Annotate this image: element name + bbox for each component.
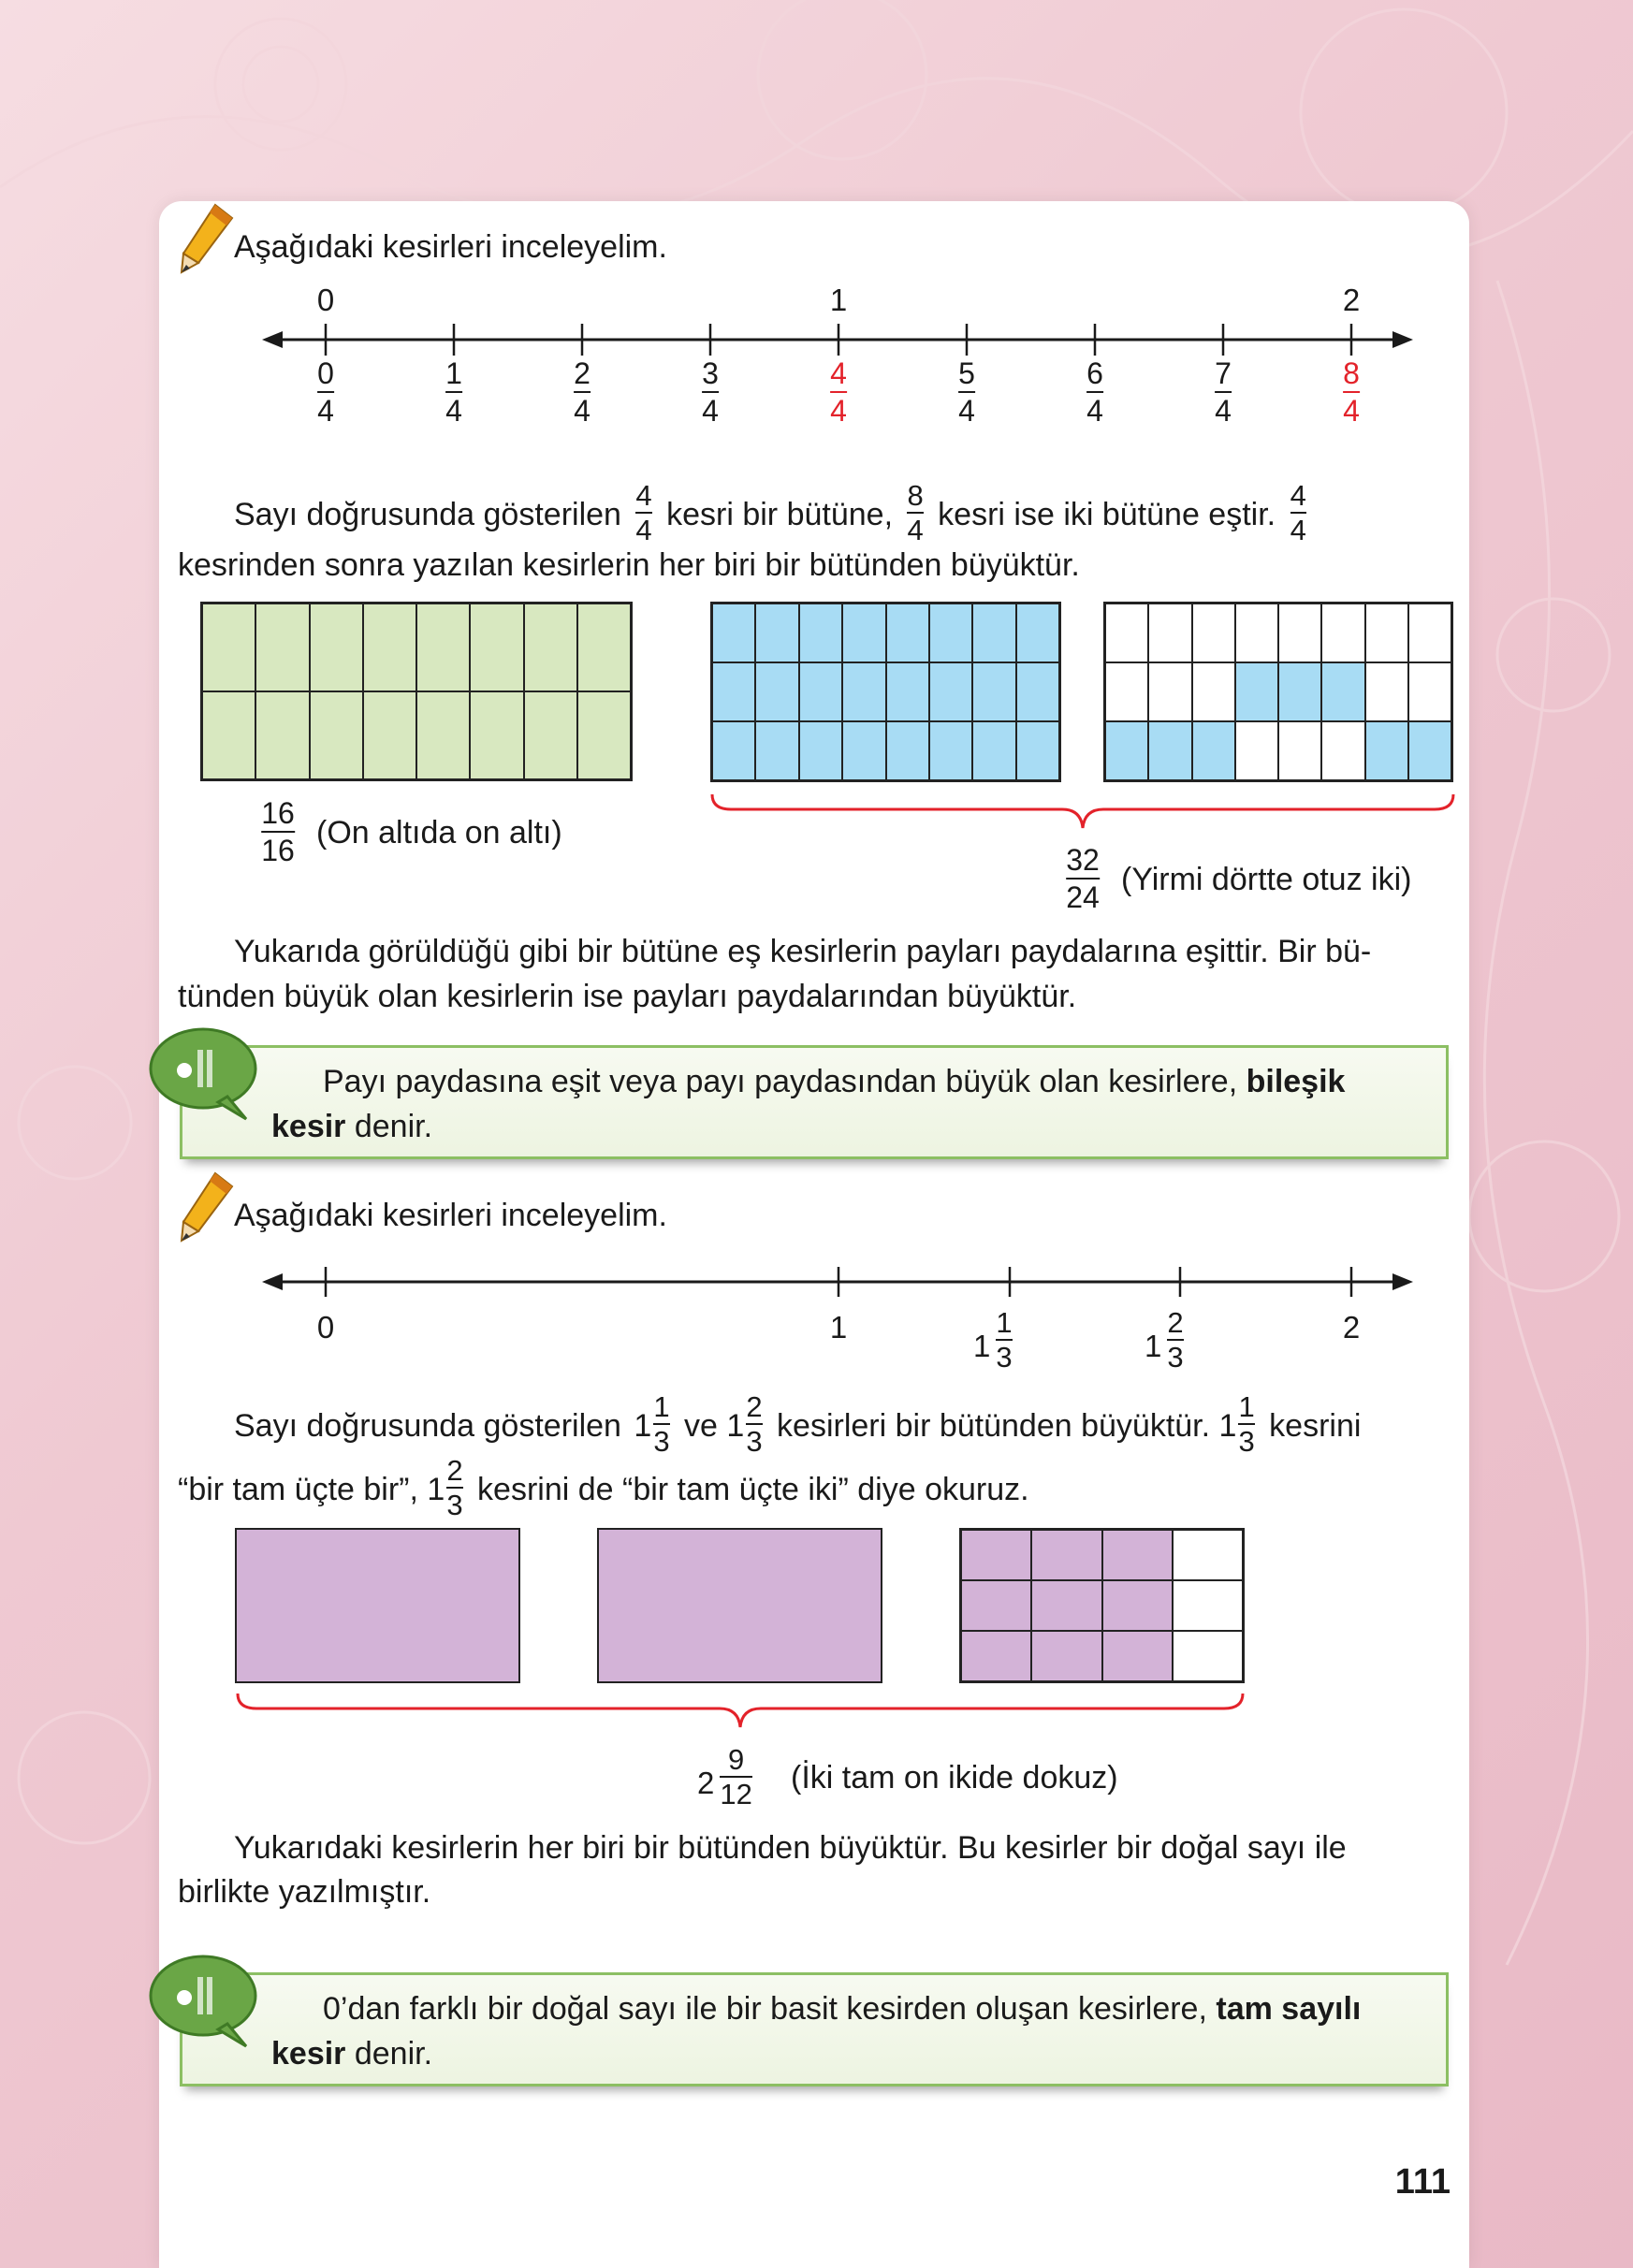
section2-paragraph1-line2: “bir tam üçte bir”, 1 $\frac{2}{3}$ kesrini de “bir tam üçte iki” diye okuruz. [178, 1454, 1029, 1521]
grid-cell [1102, 1530, 1173, 1580]
grid-cell [1408, 662, 1451, 721]
numberline2-label-2: 2 [1342, 1310, 1361, 1345]
purple-whole-2 [597, 1528, 882, 1683]
grid-cell [712, 721, 755, 780]
grid-cell [1148, 662, 1191, 721]
numberline-fraction: 1 4 [445, 356, 462, 428]
term-tam-sayili-kesir: tam sayılı kesir [271, 1991, 1362, 2072]
grid-cell [1105, 721, 1148, 780]
section2-paragraph2-line1: Yukarıdaki kesirlerin her biri bir bütünden büyüktür. Bu kesirler bir doğal sayı ile [234, 1830, 1347, 1866]
grid-cell [1278, 721, 1321, 780]
grid-cell [1105, 603, 1148, 662]
p1-text-d: kesrinden sonra yazılan kesirlerin her biri bir bütünden büyüktür. [178, 547, 1080, 583]
grid-cell [1321, 721, 1364, 780]
grid-cell [202, 691, 255, 779]
green-label: (On altıda on altı) [316, 815, 562, 850]
red-brace-2 [234, 1690, 1247, 1732]
fraction-4-4: $\frac{4}{4}$ [635, 479, 652, 546]
grid-cell [1365, 662, 1408, 721]
grid-cell [972, 662, 1015, 721]
section1-intro: Aşağıdaki kesirleri inceleyelim. [234, 229, 667, 265]
numberline-fraction: 7 4 [1215, 356, 1232, 428]
grid-cell [799, 721, 842, 780]
purple-grid-partial [959, 1528, 1245, 1683]
grid-cell [1235, 721, 1278, 780]
fraction-16-16: 16 16 [261, 796, 295, 867]
section2-paragraph1: Sayı doğrusunda gösterilen 1 $\frac{1}{3}$ ve 1 $\frac{2}{3}$ kesirleri bir bütünden büyüktür. 1 $\frac{1}{3}$ kesrini [234, 1390, 1362, 1458]
grid-cell [1016, 603, 1059, 662]
numberline-top-0: 0 [316, 283, 335, 317]
grid-cell [961, 1631, 1031, 1681]
term-bilesik-kesir: bileşik kesir [271, 1064, 1346, 1144]
numberline2-label-1: 1 [829, 1310, 848, 1345]
grid-cell [1321, 662, 1364, 721]
red-brace-1 [708, 791, 1457, 833]
definition-box-tam-sayili [180, 1972, 1449, 2086]
numberline-fraction: 5 4 [958, 356, 975, 428]
numberline-top-2: 2 [1342, 283, 1361, 317]
grid-cell [1321, 603, 1364, 662]
grid-cell [524, 603, 577, 691]
section1-paragraph2-line1: Yukarıda görüldüğü gibi bir bütüne eş kesirlerin payları paydalarına eşittir. Bir bü- [234, 934, 1372, 969]
grid-cell [255, 603, 309, 691]
pencil-icon [178, 201, 238, 276]
grid-cell [712, 603, 755, 662]
grid-cell [363, 603, 416, 691]
numberline2-label-0: 0 [316, 1310, 335, 1345]
grid-cell [929, 721, 972, 780]
numberline-fraction: 8 4 [1343, 356, 1360, 428]
grid-cell [255, 691, 309, 779]
green-whole-grid [200, 602, 633, 781]
grid-cell [972, 603, 1015, 662]
grid-cell [1235, 662, 1278, 721]
numberline2-mixed-1-2-3: 1 2 3 [1145, 1306, 1184, 1374]
grid-cell [1105, 662, 1148, 721]
section2-intro: Aşağıdaki kesirleri inceleyelim. [234, 1198, 667, 1233]
numberline-fraction: 4 4 [830, 356, 847, 428]
grid-cell [1148, 721, 1191, 780]
grid-cell [1365, 721, 1408, 780]
grid-cell [1365, 603, 1408, 662]
grid-cell [1173, 1580, 1243, 1631]
grid-cell [799, 662, 842, 721]
grid-cell [799, 603, 842, 662]
grid-cell [961, 1580, 1031, 1631]
grid-cell [1031, 1631, 1101, 1681]
numberline-fraction: 0 4 [317, 356, 334, 428]
grid-cell [470, 603, 523, 691]
fraction-32-24: 32 24 [1066, 843, 1100, 914]
grid-cell [712, 662, 755, 721]
grid-cell [1173, 1530, 1243, 1580]
section2-paragraph2-line2: birlikte yazılmıştır. [178, 1874, 431, 1910]
grid-cell [416, 691, 470, 779]
grid-cell [842, 662, 885, 721]
p1-text-c: kesri ise iki bütüne eştir. [938, 496, 1276, 532]
p1-text-a: Sayı doğrusunda gösterilen [234, 496, 621, 532]
grid-cell [1192, 662, 1235, 721]
grid-cell [416, 603, 470, 691]
grid-cell [1235, 603, 1278, 662]
grid-cell [577, 603, 631, 691]
grid-cell [1148, 603, 1191, 662]
grid-cell [1192, 721, 1235, 780]
section1-paragraph1 [234, 479, 1460, 548]
grid-cell [929, 662, 972, 721]
grid-cell [1192, 603, 1235, 662]
definition-text-tam-sayili: 0’dan farklı bir doğal sayı ile bir basit kesirden oluşan kesirlere, tam sayılı kesir denir. [271, 1991, 1362, 2072]
numberline-top-1: 1 [829, 283, 848, 317]
grid-cell [1016, 721, 1059, 780]
number-line-quarters [262, 318, 1413, 356]
blue-grid-full [710, 602, 1061, 782]
purple-whole-1 [235, 1528, 520, 1683]
page-number: 111 [1394, 2162, 1451, 2202]
grid-cell [755, 721, 798, 780]
grid-cell [1408, 721, 1451, 780]
grid-cell [1031, 1580, 1101, 1631]
grid-cell [1408, 603, 1451, 662]
grid-cell [842, 603, 885, 662]
grid-cell [310, 603, 363, 691]
grid-cell [1102, 1631, 1173, 1681]
numberline-fraction: 2 4 [574, 356, 591, 428]
definition-text-bilesik: Payı paydasına eşit veya payı paydasından büyük olan kesirlere, bileşik kesir denir. [271, 1064, 1346, 1144]
grid-cell [961, 1530, 1031, 1580]
grid-cell [470, 691, 523, 779]
grid-cell [842, 721, 885, 780]
grid-cell [524, 691, 577, 779]
numberline2-mixed-1-1-3: 1 1 3 [973, 1306, 1013, 1374]
grid-cell [1173, 1631, 1243, 1681]
grid-cell [929, 603, 972, 662]
grid-cell [972, 721, 1015, 780]
grid-cell [1016, 662, 1059, 721]
pencil-icon-2 [178, 1170, 238, 1244]
grid-cell [577, 691, 631, 779]
fraction-4-4-end: $\frac{4}{4}$ [1290, 479, 1306, 546]
blue-grid-partial [1103, 602, 1453, 782]
purple-label: (İki tam on ikide dokuz) [791, 1760, 1118, 1796]
grid-cell [886, 721, 929, 780]
section1-paragraph2-line2: tünden büyük olan kesirlerin ise payları paydalarından büyüktür. [178, 979, 1077, 1014]
number-line-thirds [262, 1263, 1413, 1301]
numberline-fraction: 3 4 [702, 356, 719, 428]
grid-cell [1278, 662, 1321, 721]
grid-cell [886, 662, 929, 721]
numberline-fraction: 6 4 [1086, 356, 1103, 428]
definition-box-bilesik [180, 1045, 1449, 1159]
grid-cell [1031, 1530, 1101, 1580]
speech-bubble-icon [145, 1022, 267, 1125]
p1-text-b: kesri bir bütüne, [666, 496, 894, 532]
grid-cell [1102, 1580, 1173, 1631]
blue-label: (Yirmi dörtte otuz iki) [1121, 862, 1412, 897]
speech-bubble-icon-2 [145, 1949, 267, 2052]
grid-cell [886, 603, 929, 662]
grid-cell [755, 662, 798, 721]
grid-cell [202, 603, 255, 691]
grid-cell [310, 691, 363, 779]
grid-cell [1278, 603, 1321, 662]
grid-cell [755, 603, 798, 662]
mixed-fraction-2-9-12: 2 9 12 [697, 1743, 752, 1810]
fraction-8-4: $\frac{8}{4}$ [907, 479, 924, 546]
grid-cell [363, 691, 416, 779]
